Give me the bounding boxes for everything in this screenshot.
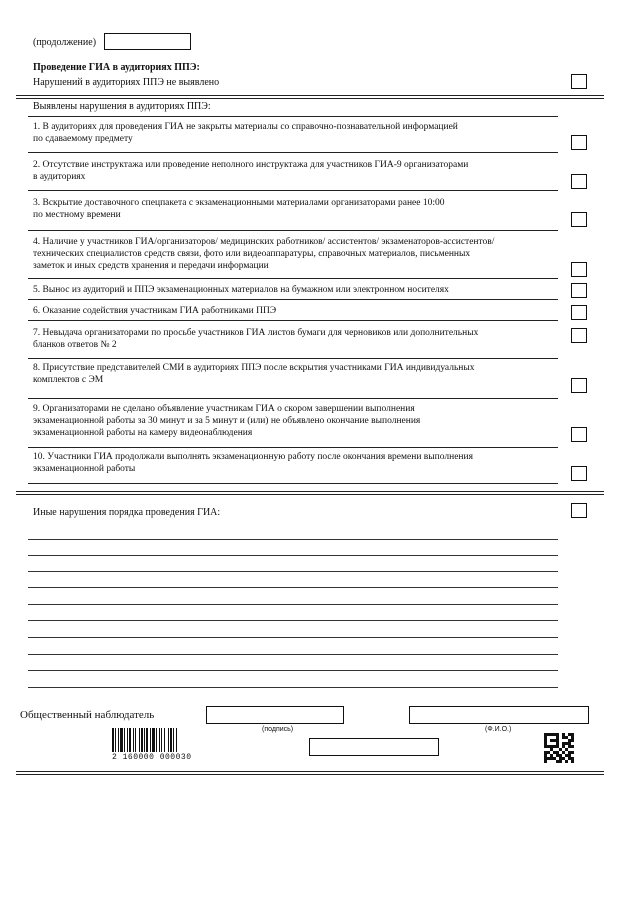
violation-checkbox[interactable] [571, 283, 587, 298]
fio-field[interactable] [409, 706, 589, 724]
barcode-number: 2 160000 000030 [112, 753, 192, 762]
violation-checkbox[interactable] [571, 378, 587, 393]
write-line[interactable] [28, 654, 558, 655]
violation-item-text: экзаменационной работы за 30 минут и за 5 минут и (или) не объявлено окончание выполнения [33, 416, 421, 426]
divider [16, 771, 604, 772]
divider [28, 483, 558, 484]
violation-checkbox[interactable] [571, 174, 587, 189]
violation-item-text: 8. Присутствие представителей СМИ в аудиториях ППЭ после вскрытия участниками ГИА индивидуальных [33, 363, 475, 373]
violation-checkbox[interactable] [571, 212, 587, 227]
other-violations-label: Иные нарушения порядка проведения ГИА: [33, 507, 221, 518]
divider [16, 98, 604, 99]
write-line[interactable] [28, 637, 558, 638]
violation-item-text: 3. Вскрытие доставочного спецпакета с экзаменационными материалами организаторами ранее 10:00 [33, 198, 445, 208]
violation-item-text: заметок и иных средств хранения и передачи информации [33, 261, 269, 271]
violation-item-text: 5. Вынос из аудиторий и ППЭ экзаменационных материалов на бумажном или электронном носителях [33, 285, 449, 295]
violation-item-text: экзаменационной работы на камеру видеонаблюдения [33, 428, 253, 438]
violation-item-text: по местному времени [33, 210, 121, 220]
write-line[interactable] [28, 539, 558, 540]
signature-caption: (подпись) [262, 726, 294, 733]
divider [16, 95, 604, 96]
write-line[interactable] [28, 670, 558, 671]
violation-checkbox[interactable] [571, 427, 587, 442]
divider [28, 278, 558, 279]
violation-item-text: технических специалистов средств связи, фото или видеоаппаратуры, справочных материалов, письменных [33, 249, 471, 259]
divider [16, 491, 604, 492]
write-line[interactable] [28, 687, 558, 688]
divider [28, 116, 558, 117]
divider [28, 230, 558, 231]
violation-item-text: 10. Участники ГИА продолжали выполнять экзаменационную работу после окончания времени выполнения [33, 452, 473, 462]
signature-field[interactable] [206, 706, 344, 724]
divider [28, 358, 558, 359]
divider [28, 299, 558, 300]
divider [28, 320, 558, 321]
observer-label: Общественный наблюдатель [20, 709, 155, 721]
write-line[interactable] [28, 555, 558, 556]
violations-found-label: Выявлены нарушения в аудиториях ППЭ: [33, 101, 211, 112]
divider [28, 398, 558, 399]
divider [28, 190, 558, 191]
no-violations-label: Нарушений в аудиториях ППЭ не выявлено [33, 77, 220, 88]
code-field[interactable] [309, 738, 439, 756]
violation-checkbox[interactable] [571, 328, 587, 343]
qr-code-icon [544, 733, 574, 763]
violation-item-text: комплектов с ЭМ [33, 375, 104, 385]
divider [16, 494, 604, 495]
violation-item-text: 4. Наличие у участников ГИА/организаторов/ медицинских работников/ ассистентов/ экзаменаторов-ассистентов/ [33, 237, 495, 247]
violation-item-text: бланков ответов № 2 [33, 340, 117, 350]
section-title: Проведение ГИА в аудиториях ППЭ: [33, 62, 200, 73]
violation-item-text: по сдаваемому предмету [33, 134, 133, 144]
violation-item-text: 1. В аудиториях для проведения ГИА не закрыты материалы со справочно-познавательной информацией [33, 122, 458, 132]
fio-caption: (Ф.И.О.) [485, 726, 512, 733]
violation-item-text: 7. Невыдача организаторами по просьбе участников ГИА листов бумаги для черновиков или дополнительных [33, 328, 479, 338]
violation-checkbox[interactable] [571, 262, 587, 277]
violation-item-text: 6. Оказание содействия участникам ГИА работниками ППЭ [33, 306, 277, 316]
violation-checkbox[interactable] [571, 466, 587, 481]
violation-item-text: 2. Отсутствие инструктажа или проведение неполного инструктажа для участников ГИА-9 организаторами [33, 160, 469, 170]
no-violations-checkbox[interactable] [571, 74, 587, 89]
violation-item-text: в аудиториях [33, 172, 86, 182]
write-line[interactable] [28, 571, 558, 572]
divider [16, 774, 604, 775]
violation-item-text: 9. Организаторами не сделано объявление участникам ГИА о скором завершении выполнения [33, 404, 415, 414]
continuation-page-field[interactable] [104, 33, 191, 50]
barcode-icon [112, 728, 218, 756]
violation-checkbox[interactable] [571, 135, 587, 150]
violation-checkbox[interactable] [571, 305, 587, 320]
divider [28, 152, 558, 153]
violation-item-text: экзаменационной работы [33, 464, 136, 474]
write-line[interactable] [28, 620, 558, 621]
write-line[interactable] [28, 604, 558, 605]
divider [28, 447, 558, 448]
write-line[interactable] [28, 587, 558, 588]
continuation-label: (продолжение) [33, 37, 97, 48]
other-violations-checkbox[interactable] [571, 503, 587, 518]
